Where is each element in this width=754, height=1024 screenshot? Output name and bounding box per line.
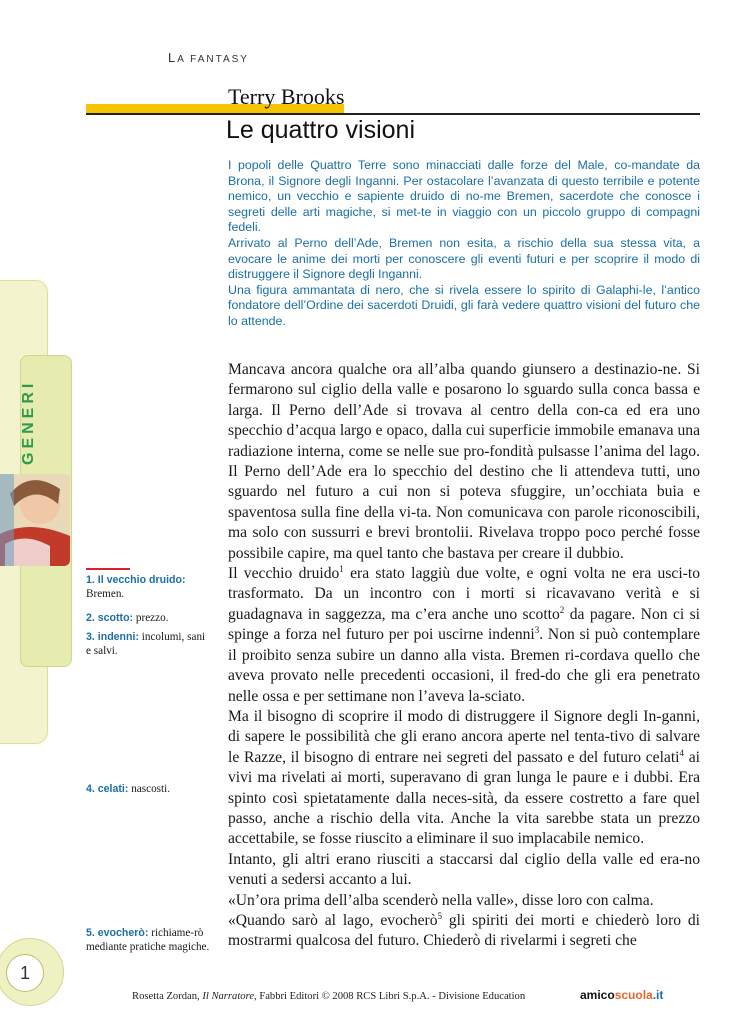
footnote-ref-2[interactable]: 2	[559, 604, 565, 615]
page-number: 1	[6, 954, 44, 992]
footnote-ref-5[interactable]: 5	[437, 910, 443, 921]
illustration-icon	[0, 474, 70, 566]
footnote-ref-3[interactable]: 3	[534, 625, 540, 636]
footnote-4: 4. celati: nascosti.	[86, 783, 171, 795]
author-name: Terry Brooks	[228, 84, 345, 109]
footnote-rule	[86, 568, 130, 570]
story-paragraph: Mancava ancora qualche ora all’alba quando giunsero a destinazio-ne. Si fermarono sul ciglio della valle e posarono lo sguardo sulla conca bassa e larga. Il Perno dell’Ade si trovava al centro della con-ca ed era uno specchio d’acqua largo e opaco, dalla cui superficie immobile emanava una radiazione interna, come se nelle sue pro-fondità pulsasse l’anima del lago. Il Perno dell’Ade era lo specchio del destino che li attendeva tutti, uno sguardo nel futuro a cui non si poteva sfuggire, un’occhiata buia e spaventosa sulla fine della vi-ta. Non comunicava con parole riconoscibili, ma solo con sussurri e brevi brontolii. Rivelava troppo poco perché fosse possibile capire, ma quel tanto che bastava per creare il dubbio.	[228, 361, 700, 562]
title-rule	[86, 113, 700, 115]
story-paragraph: «Un’ora prima dell’alba scenderò nella valle», disse loro con calma.	[228, 891, 654, 909]
story-paragraph: Intanto, gli altri erano riusciti a staccarsi dal ciglio della valle ed era-no venuti a sedersi accanto a lui.	[228, 850, 700, 889]
footnote-2: 2. scotto: prezzo.	[86, 612, 169, 624]
story-paragraph: Il vecchio druido$^1$ era stato laggiù due volte, e ogni volta ne era usci-to trasformato. Da un incontro con i morti si ricavavano verità e si guadagnava in saggezza, ma c’era anche uno scotto$^2$ da pagare. Non ci si spinge a forza nel futuro per poi uscirne indenni$^3$. Non si può contemplare il proibito senza subire un danno alla vista. Bremen ri-cordava quello che aveva provato nelle precedenti occasioni, il fred-do che gli era penetrato nelle ossa e per settimane non l’aveva la-sciato.	[228, 563, 700, 705]
intro-paragraph: I popoli delle Quattro Terre sono minacciati dalle forze del Male, co-mandate da Brona, il Signore degli Inganni. Per ostacolare l’avanzata di questo terribile e potente nemico, un vecchio e sapiente druido di no-me Bremen, sacerdote che conosce i segreti delle arti magiche, si met-te in viaggio con un piccolo gruppo di compagni fedeli.	[228, 158, 700, 235]
story-text	[228, 360, 700, 952]
running-head-text: A FANTASY	[177, 54, 249, 65]
story-paragraph: «Quando sarò al lago, evocherò$^5$ gli spiriti dei morti e chiederò loro di mostrarmi qualcosa del futuro. Chiederò di rivelarmi i segreti che	[228, 910, 700, 950]
footnote-1: 1. Il vecchio druido: Bremen.	[86, 574, 186, 600]
genre-label: GENERI	[20, 379, 37, 465]
footnote-ref-1[interactable]: 1	[339, 563, 344, 574]
intro-paragraph: Una figura ammantata di nero, che si rivela essere lo spirito di Galaphi-le, l’antico fondatore dell’Ordine dei sacerdoti Druidi, gli farà vedere quattro visioni del futuro che lo attende.	[228, 282, 700, 328]
intro-summary	[228, 158, 700, 330]
illustration-thumbnail	[0, 474, 70, 566]
running-head-initial: L	[168, 50, 178, 65]
publisher-logo[interactable]: amicoscuola.it	[580, 988, 664, 1002]
story-paragraph: Ma il bisogno di scoprire il modo di distruggere il Signore degli In-ganni, di sapere le possibilità che gli erano ancora aperte nel tenta-tivo di salvare le Razze, il bisogno di entrare nei segreti del passato e del futuro celati$^4$ ai vivi ma rivelati ai morti, superavano di gran lunga le paure e i dubbi. Era spinto così spietatamente dalla neces-sità, da essere costretto a fare quel passo, anche a rischio della vita. Anche la vita sarebbe stata un prezzo accettabile, se fosse riuscito a eliminare il suo implacabile nemico.	[228, 707, 700, 848]
footnote-ref-4[interactable]: 4	[679, 747, 685, 758]
page-title: Le quattro visioni	[226, 116, 416, 144]
footnote-5: 5. evocherò: richiame-rò mediante pratiche magiche.	[86, 927, 210, 953]
intro-paragraph: Arrivato al Perno dell’Ade, Bremen non esita, a rischio della sua stessa vita, a evocare le anime dei morti per conoscere gli eventi futuri e per scoprire il modo di distruggere il Signore degli Inganni.	[228, 235, 700, 282]
running-head	[168, 50, 249, 65]
footnote-3: 3. indenni: incolumi, sani e salvi.	[86, 631, 206, 657]
footer-credit: Rosetta Zordan, Il Narratore, Fabbri Editori © 2008 RCS Libri S.p.A. - Divisione Education	[132, 991, 526, 1002]
